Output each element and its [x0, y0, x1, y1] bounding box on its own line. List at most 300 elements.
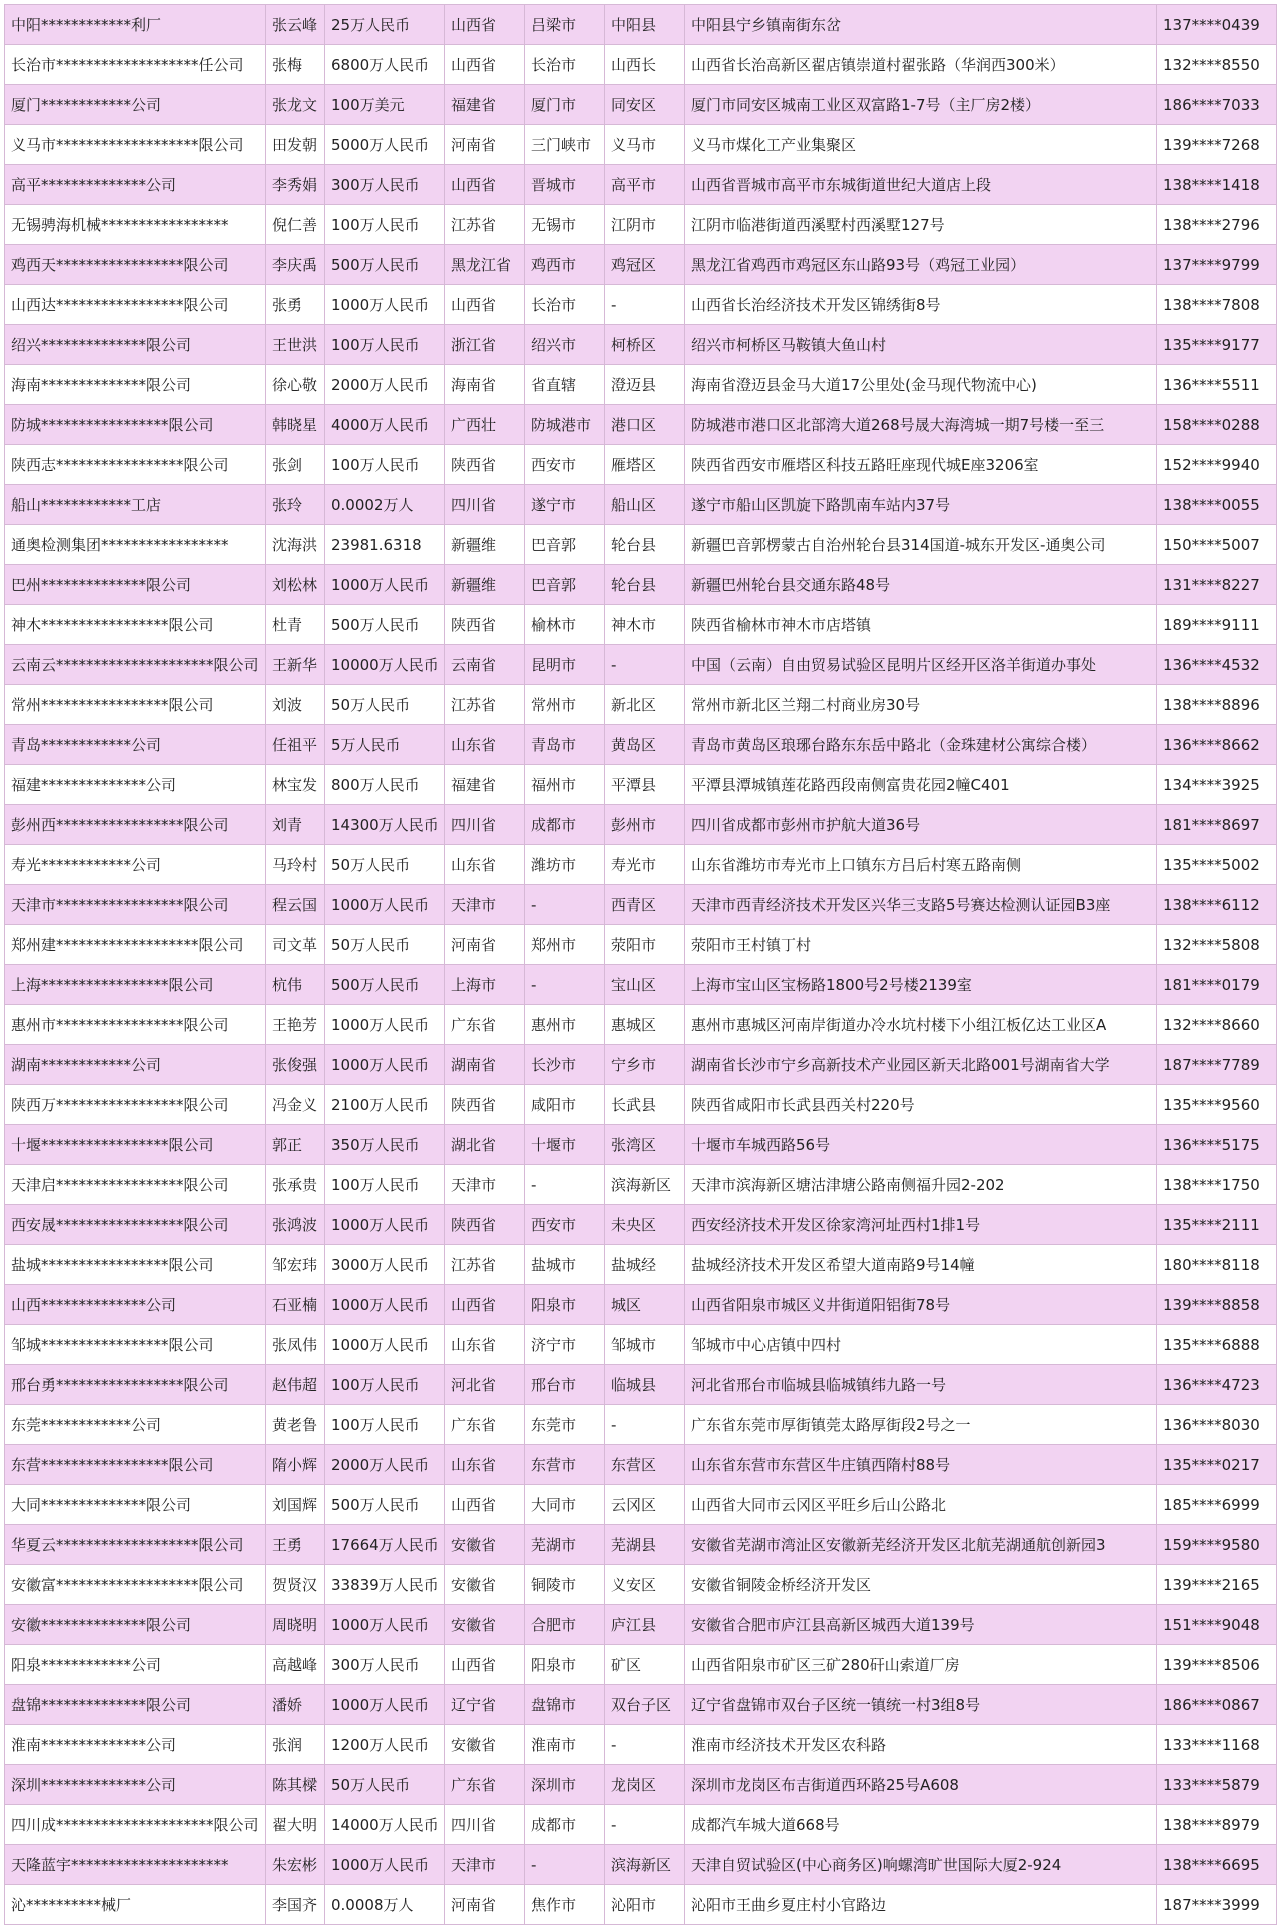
- address-cell: 平潭县潭城镇莲花路西段南侧富贵花园2幢C401: [685, 765, 1157, 805]
- company-name-cell: 青岛************公司: [5, 725, 266, 765]
- phone-cell: 189****9111: [1157, 605, 1277, 645]
- city-cell: 常州市: [525, 685, 605, 725]
- company-name-cell: 云南云*********************限公司: [5, 645, 266, 685]
- province-cell: 山西省: [445, 1285, 525, 1325]
- district-cell: 荥阳市: [605, 925, 685, 965]
- phone-cell: 139****8858: [1157, 1285, 1277, 1325]
- company-name-cell: 深圳**************公司: [5, 1765, 266, 1805]
- company-name-cell: 巴州**************限公司: [5, 565, 266, 605]
- contact-cell: 张凤伟: [266, 1325, 325, 1365]
- contact-cell: 王勇: [266, 1525, 325, 1565]
- company-name-cell: 陕西志*****************限公司: [5, 445, 266, 485]
- address-cell: 新疆巴音郭楞蒙古自治州轮台县314国道-城东开发区-通奥公司: [685, 525, 1157, 565]
- province-cell: 天津市: [445, 885, 525, 925]
- company-name-cell: 防城*****************限公司: [5, 405, 266, 445]
- table-row: [5, 285, 1277, 325]
- province-cell: 江苏省: [445, 205, 525, 245]
- capital-cell: 1000万人民币: [325, 1325, 445, 1365]
- province-cell: 天津市: [445, 1165, 525, 1205]
- district-cell: 滨海新区: [605, 1845, 685, 1885]
- city-cell: 合肥市: [525, 1605, 605, 1645]
- province-cell: 广西壮: [445, 405, 525, 445]
- company-name-cell: 天隆蓝宇*********************: [5, 1845, 266, 1885]
- company-name-cell: 安徽**************限公司: [5, 1605, 266, 1645]
- district-cell: 芜湖县: [605, 1525, 685, 1565]
- province-cell: 福建省: [445, 765, 525, 805]
- company-name-cell: 船山************工店: [5, 485, 266, 525]
- address-cell: 安徽省铜陵金桥经济开发区: [685, 1565, 1157, 1605]
- district-cell: 西青区: [605, 885, 685, 925]
- phone-cell: 137****9799: [1157, 245, 1277, 285]
- city-cell: -: [525, 1165, 605, 1205]
- table-row: [5, 925, 1277, 965]
- company-name-cell: 四川成*********************限公司: [5, 1805, 266, 1845]
- district-cell: 轮台县: [605, 525, 685, 565]
- capital-cell: 1200万人民币: [325, 1725, 445, 1765]
- company-name-cell: 安徽富*******************限公司: [5, 1565, 266, 1605]
- capital-cell: 1000万人民币: [325, 885, 445, 925]
- district-cell: 柯桥区: [605, 325, 685, 365]
- address-cell: 十堰市车城西路56号: [685, 1125, 1157, 1165]
- city-cell: 焦作市: [525, 1885, 605, 1925]
- district-cell: 临城县: [605, 1365, 685, 1405]
- company-name-cell: 彭州西*****************限公司: [5, 805, 266, 845]
- table-row: [5, 245, 1277, 285]
- table-row: [5, 1845, 1277, 1885]
- district-cell: 澄迈县: [605, 365, 685, 405]
- province-cell: 浙江省: [445, 325, 525, 365]
- address-cell: 天津自贸试验区(中心商务区)响螺湾旷世国际大厦2-924: [685, 1845, 1157, 1885]
- address-cell: 山东省东营市东营区牛庄镇西隋村88号: [685, 1445, 1157, 1485]
- table-row: [5, 1525, 1277, 1565]
- table-row: [5, 1405, 1277, 1445]
- capital-cell: 1000万人民币: [325, 1045, 445, 1085]
- company-name-cell: 华夏云*******************限公司: [5, 1525, 266, 1565]
- district-cell: 黄岛区: [605, 725, 685, 765]
- city-cell: 十堰市: [525, 1125, 605, 1165]
- district-cell: 张湾区: [605, 1125, 685, 1165]
- address-cell: 义马市煤化工产业集聚区: [685, 125, 1157, 165]
- contact-cell: 杜青: [266, 605, 325, 645]
- address-cell: 沁阳市王曲乡夏庄村小官路边: [685, 1885, 1157, 1925]
- city-cell: -: [525, 1845, 605, 1885]
- contact-cell: 张鸿波: [266, 1205, 325, 1245]
- capital-cell: 10000万人民币: [325, 645, 445, 685]
- phone-cell: 152****9940: [1157, 445, 1277, 485]
- company-name-cell: 淮南**************公司: [5, 1725, 266, 1765]
- capital-cell: 350万人民币: [325, 1125, 445, 1165]
- contact-cell: 张俊强: [266, 1045, 325, 1085]
- capital-cell: 100万人民币: [325, 205, 445, 245]
- district-cell: 滨海新区: [605, 1165, 685, 1205]
- address-cell: 广东省东莞市厚街镇莞太路厚街段2号之一: [685, 1405, 1157, 1445]
- phone-cell: 135****0217: [1157, 1445, 1277, 1485]
- contact-cell: 张云峰: [266, 5, 325, 45]
- contact-cell: 赵伟超: [266, 1365, 325, 1405]
- province-cell: 陕西省: [445, 605, 525, 645]
- company-name-cell: 上海*****************限公司: [5, 965, 266, 1005]
- district-cell: -: [605, 1405, 685, 1445]
- phone-cell: 135****5002: [1157, 845, 1277, 885]
- city-cell: -: [525, 885, 605, 925]
- city-cell: 省直辖: [525, 365, 605, 405]
- company-table: [4, 4, 1277, 1925]
- province-cell: 陕西省: [445, 445, 525, 485]
- table-row: [5, 485, 1277, 525]
- province-cell: 天津市: [445, 1845, 525, 1885]
- contact-cell: 高越峰: [266, 1645, 325, 1685]
- address-cell: 山西省长治高新区翟店镇崇道村翟张路（华润西300米）: [685, 45, 1157, 85]
- province-cell: 河南省: [445, 1885, 525, 1925]
- district-cell: 新北区: [605, 685, 685, 725]
- table-row: [5, 1605, 1277, 1645]
- table-row: [5, 1205, 1277, 1245]
- city-cell: 长沙市: [525, 1045, 605, 1085]
- phone-cell: 186****0867: [1157, 1685, 1277, 1725]
- company-name-cell: 通奥检测集团*****************: [5, 525, 266, 565]
- phone-cell: 138****2796: [1157, 205, 1277, 245]
- company-name-cell: 山西**************公司: [5, 1285, 266, 1325]
- city-cell: 东营市: [525, 1445, 605, 1485]
- district-cell: 高平市: [605, 165, 685, 205]
- contact-cell: 潘娇: [266, 1685, 325, 1725]
- district-cell: 矿区: [605, 1645, 685, 1685]
- province-cell: 山东省: [445, 725, 525, 765]
- address-cell: 邹城市中心店镇中四村: [685, 1325, 1157, 1365]
- table-row: [5, 5, 1277, 45]
- phone-cell: 137****0439: [1157, 5, 1277, 45]
- contact-cell: 程云国: [266, 885, 325, 925]
- city-cell: 遂宁市: [525, 485, 605, 525]
- capital-cell: 1000万人民币: [325, 565, 445, 605]
- contact-cell: 王世洪: [266, 325, 325, 365]
- province-cell: 安徽省: [445, 1725, 525, 1765]
- district-cell: 龙岗区: [605, 1765, 685, 1805]
- district-cell: 轮台县: [605, 565, 685, 605]
- province-cell: 安徽省: [445, 1565, 525, 1605]
- province-cell: 河南省: [445, 925, 525, 965]
- province-cell: 山西省: [445, 1485, 525, 1525]
- table-row: [5, 525, 1277, 565]
- capital-cell: 25万人民币: [325, 5, 445, 45]
- capital-cell: 2000万人民币: [325, 365, 445, 405]
- capital-cell: 1000万人民币: [325, 1005, 445, 1045]
- table-row: [5, 965, 1277, 1005]
- contact-cell: 沈海洪: [266, 525, 325, 565]
- company-name-cell: 湖南************公司: [5, 1045, 266, 1085]
- table-row: [5, 405, 1277, 445]
- capital-cell: 2000万人民币: [325, 1445, 445, 1485]
- province-cell: 安徽省: [445, 1525, 525, 1565]
- address-cell: 陕西省榆林市神木市店塔镇: [685, 605, 1157, 645]
- address-cell: 淮南市经济技术开发区农科路: [685, 1725, 1157, 1765]
- contact-cell: 陈其樑: [266, 1765, 325, 1805]
- contact-cell: 朱宏彬: [266, 1845, 325, 1885]
- province-cell: 福建省: [445, 85, 525, 125]
- capital-cell: 100万人民币: [325, 1405, 445, 1445]
- province-cell: 山西省: [445, 5, 525, 45]
- contact-cell: 郭正: [266, 1125, 325, 1165]
- company-name-cell: 东营*****************限公司: [5, 1445, 266, 1485]
- address-cell: 防城港市港口区北部湾大道268号晟大海湾城一期7号楼一至三: [685, 405, 1157, 445]
- contact-cell: 李庆禹: [266, 245, 325, 285]
- contact-cell: 刘国辉: [266, 1485, 325, 1525]
- table-row: [5, 1805, 1277, 1845]
- table-row: [5, 365, 1277, 405]
- capital-cell: 800万人民币: [325, 765, 445, 805]
- company-name-cell: 盘锦**************限公司: [5, 1685, 266, 1725]
- province-cell: 上海市: [445, 965, 525, 1005]
- table-row: [5, 1565, 1277, 1605]
- capital-cell: 1000万人民币: [325, 1205, 445, 1245]
- province-cell: 新疆维: [445, 525, 525, 565]
- city-cell: 成都市: [525, 1805, 605, 1845]
- phone-cell: 133****5879: [1157, 1765, 1277, 1805]
- table-row: [5, 325, 1277, 365]
- city-cell: 邢台市: [525, 1365, 605, 1405]
- table-row: [5, 565, 1277, 605]
- address-cell: 山西省晋城市高平市东城街道世纪大道店上段: [685, 165, 1157, 205]
- capital-cell: 1000万人民币: [325, 1685, 445, 1725]
- district-cell: 庐江县: [605, 1605, 685, 1645]
- table-row: [5, 805, 1277, 845]
- capital-cell: 50万人民币: [325, 1765, 445, 1805]
- company-name-cell: 大同**************限公司: [5, 1485, 266, 1525]
- province-cell: 广东省: [445, 1005, 525, 1045]
- table-row: [5, 725, 1277, 765]
- table-row: [5, 1445, 1277, 1485]
- district-cell: 山西长: [605, 45, 685, 85]
- address-cell: 安徽省合肥市庐江县高新区城西大道139号: [685, 1605, 1157, 1645]
- capital-cell: 0.0008万人: [325, 1885, 445, 1925]
- address-cell: 西安经济技术开发区徐家湾河址西村1排1号: [685, 1205, 1157, 1245]
- company-name-cell: 福建**************公司: [5, 765, 266, 805]
- table-row: [5, 1245, 1277, 1285]
- phone-cell: 139****8506: [1157, 1645, 1277, 1685]
- company-name-cell: 神木*****************限公司: [5, 605, 266, 645]
- address-cell: 中国（云南）自由贸易试验区昆明片区经开区洛羊街道办事处: [685, 645, 1157, 685]
- district-cell: -: [605, 1805, 685, 1845]
- province-cell: 新疆维: [445, 565, 525, 605]
- contact-cell: 张承贵: [266, 1165, 325, 1205]
- city-cell: 盘锦市: [525, 1685, 605, 1725]
- contact-cell: 张玲: [266, 485, 325, 525]
- contact-cell: 周晓明: [266, 1605, 325, 1645]
- table-row: [5, 1765, 1277, 1805]
- company-name-cell: 东莞************公司: [5, 1405, 266, 1445]
- address-cell: 绍兴市柯桥区马鞍镇大鱼山村: [685, 325, 1157, 365]
- contact-cell: 任祖平: [266, 725, 325, 765]
- company-name-cell: 寿光************公司: [5, 845, 266, 885]
- district-cell: 义安区: [605, 1565, 685, 1605]
- capital-cell: 100万人民币: [325, 445, 445, 485]
- province-cell: 山东省: [445, 845, 525, 885]
- address-cell: 湖南省长沙市宁乡高新技术产业园区新天北路001号湖南省大学: [685, 1045, 1157, 1085]
- address-cell: 常州市新北区兰翔二村商业房30号: [685, 685, 1157, 725]
- province-cell: 湖北省: [445, 1125, 525, 1165]
- capital-cell: 500万人民币: [325, 605, 445, 645]
- province-cell: 陕西省: [445, 1205, 525, 1245]
- company-name-cell: 陕西万*****************限公司: [5, 1085, 266, 1125]
- city-cell: 大同市: [525, 1485, 605, 1525]
- city-cell: 晋城市: [525, 165, 605, 205]
- capital-cell: 100万人民币: [325, 1365, 445, 1405]
- address-cell: 成都汽车城大道668号: [685, 1805, 1157, 1845]
- capital-cell: 17664万人民币: [325, 1525, 445, 1565]
- city-cell: 郑州市: [525, 925, 605, 965]
- district-cell: 船山区: [605, 485, 685, 525]
- address-cell: 惠州市惠城区河南岸街道办冷水坑村楼下小组江板亿达工业区A: [685, 1005, 1157, 1045]
- district-cell: -: [605, 645, 685, 685]
- city-cell: 吕梁市: [525, 5, 605, 45]
- phone-cell: 136****8662: [1157, 725, 1277, 765]
- city-cell: 厦门市: [525, 85, 605, 125]
- capital-cell: 500万人民币: [325, 245, 445, 285]
- capital-cell: 100万美元: [325, 85, 445, 125]
- company-name-cell: 天津启*****************限公司: [5, 1165, 266, 1205]
- phone-cell: 138****8979: [1157, 1805, 1277, 1845]
- city-cell: 盐城市: [525, 1245, 605, 1285]
- district-cell: 宁乡市: [605, 1045, 685, 1085]
- district-cell: 江阴市: [605, 205, 685, 245]
- address-cell: 山西省长治经济技术开发区锦绣街8号: [685, 285, 1157, 325]
- capital-cell: 1000万人民币: [325, 1845, 445, 1885]
- province-cell: 广东省: [445, 1765, 525, 1805]
- contact-cell: 翟大明: [266, 1805, 325, 1845]
- capital-cell: 1000万人民币: [325, 285, 445, 325]
- capital-cell: 14300万人民币: [325, 805, 445, 845]
- contact-cell: 徐心敬: [266, 365, 325, 405]
- province-cell: 湖南省: [445, 1045, 525, 1085]
- province-cell: 安徽省: [445, 1605, 525, 1645]
- phone-cell: 159****9580: [1157, 1525, 1277, 1565]
- phone-cell: 136****5511: [1157, 365, 1277, 405]
- table-row: [5, 1005, 1277, 1045]
- district-cell: 平潭县: [605, 765, 685, 805]
- phone-cell: 150****5007: [1157, 525, 1277, 565]
- city-cell: 芜湖市: [525, 1525, 605, 1565]
- phone-cell: 138****0055: [1157, 485, 1277, 525]
- city-cell: 防城港市: [525, 405, 605, 445]
- contact-cell: 张龙文: [266, 85, 325, 125]
- company-name-cell: 邢台勇*****************限公司: [5, 1365, 266, 1405]
- province-cell: 山西省: [445, 165, 525, 205]
- address-cell: 山西省阳泉市城区义井街道阳铝街78号: [685, 1285, 1157, 1325]
- table-row: [5, 165, 1277, 205]
- company-name-cell: 惠州市*****************限公司: [5, 1005, 266, 1045]
- table-row: [5, 1165, 1277, 1205]
- table-row: [5, 885, 1277, 925]
- capital-cell: 300万人民币: [325, 1645, 445, 1685]
- phone-cell: 186****7033: [1157, 85, 1277, 125]
- province-cell: 四川省: [445, 805, 525, 845]
- district-cell: 邹城市: [605, 1325, 685, 1365]
- phone-cell: 138****7808: [1157, 285, 1277, 325]
- address-cell: 山东省潍坊市寿光市上口镇东方吕后村寒五路南侧: [685, 845, 1157, 885]
- city-cell: 青岛市: [525, 725, 605, 765]
- province-cell: 四川省: [445, 1805, 525, 1845]
- phone-cell: 138****6112: [1157, 885, 1277, 925]
- table-row: [5, 605, 1277, 645]
- table-row: [5, 845, 1277, 885]
- city-cell: 无锡市: [525, 205, 605, 245]
- capital-cell: 1000万人民币: [325, 1285, 445, 1325]
- province-cell: 江苏省: [445, 1245, 525, 1285]
- phone-cell: 181****0179: [1157, 965, 1277, 1005]
- company-name-cell: 常州*****************限公司: [5, 685, 266, 725]
- phone-cell: 136****4532: [1157, 645, 1277, 685]
- phone-cell: 132****8660: [1157, 1005, 1277, 1045]
- contact-cell: 韩晓星: [266, 405, 325, 445]
- table-row: [5, 685, 1277, 725]
- district-cell: 未央区: [605, 1205, 685, 1245]
- phone-cell: 138****1750: [1157, 1165, 1277, 1205]
- city-cell: 巴音郭: [525, 525, 605, 565]
- contact-cell: 李国齐: [266, 1885, 325, 1925]
- district-cell: 彭州市: [605, 805, 685, 845]
- city-cell: 昆明市: [525, 645, 605, 685]
- company-name-cell: 无锡骋海机械*****************: [5, 205, 266, 245]
- address-cell: 遂宁市船山区凯旋下路凯南车站内37号: [685, 485, 1157, 525]
- phone-cell: 135****6888: [1157, 1325, 1277, 1365]
- company-name-cell: 鸡西天*****************限公司: [5, 245, 266, 285]
- contact-cell: 隋小辉: [266, 1445, 325, 1485]
- capital-cell: 6800万人民币: [325, 45, 445, 85]
- district-cell: 神木市: [605, 605, 685, 645]
- table-body: [5, 5, 1277, 1925]
- capital-cell: 2100万人民币: [325, 1085, 445, 1125]
- phone-cell: 138****1418: [1157, 165, 1277, 205]
- address-cell: 天津市滨海新区塘沽津塘公路南侧福升园2-202: [685, 1165, 1157, 1205]
- address-cell: 陕西省西安市雁塔区科技五路旺座现代城E座3206室: [685, 445, 1157, 485]
- province-cell: 四川省: [445, 485, 525, 525]
- table-row: [5, 1645, 1277, 1685]
- province-cell: 海南省: [445, 365, 525, 405]
- table-row: [5, 1285, 1277, 1325]
- city-cell: 福州市: [525, 765, 605, 805]
- address-cell: 青岛市黄岛区琅琊台路东东岳中路北（金珠建材公寓综合楼）: [685, 725, 1157, 765]
- district-cell: 宝山区: [605, 965, 685, 1005]
- province-cell: 云南省: [445, 645, 525, 685]
- company-name-cell: 沁**********械厂: [5, 1885, 266, 1925]
- address-cell: 山西省大同市云冈区平旺乡后山公路北: [685, 1485, 1157, 1525]
- table-row: [5, 1325, 1277, 1365]
- city-cell: 西安市: [525, 445, 605, 485]
- phone-cell: 135****9560: [1157, 1085, 1277, 1125]
- company-name-cell: 邹城*****************限公司: [5, 1325, 266, 1365]
- district-cell: 云冈区: [605, 1485, 685, 1525]
- contact-cell: 张剑: [266, 445, 325, 485]
- province-cell: 江苏省: [445, 685, 525, 725]
- province-cell: 黑龙江省: [445, 245, 525, 285]
- phone-cell: 131****8227: [1157, 565, 1277, 605]
- contact-cell: 黄老鲁: [266, 1405, 325, 1445]
- district-cell: 港口区: [605, 405, 685, 445]
- address-cell: 海南省澄迈县金马大道17公里处(金马现代物流中心): [685, 365, 1157, 405]
- company-name-cell: 十堰*****************限公司: [5, 1125, 266, 1165]
- district-cell: 盐城经: [605, 1245, 685, 1285]
- phone-cell: 135****9177: [1157, 325, 1277, 365]
- address-cell: 盐城经济技术开发区希望大道南路9号14幢: [685, 1245, 1157, 1285]
- district-cell: 义马市: [605, 125, 685, 165]
- contact-cell: 贺贤汉: [266, 1565, 325, 1605]
- capital-cell: 50万人民币: [325, 845, 445, 885]
- capital-cell: 1000万人民币: [325, 1605, 445, 1645]
- contact-cell: 张勇: [266, 285, 325, 325]
- company-name-cell: 山西达*****************限公司: [5, 285, 266, 325]
- table-row: [5, 1365, 1277, 1405]
- city-cell: 鸡西市: [525, 245, 605, 285]
